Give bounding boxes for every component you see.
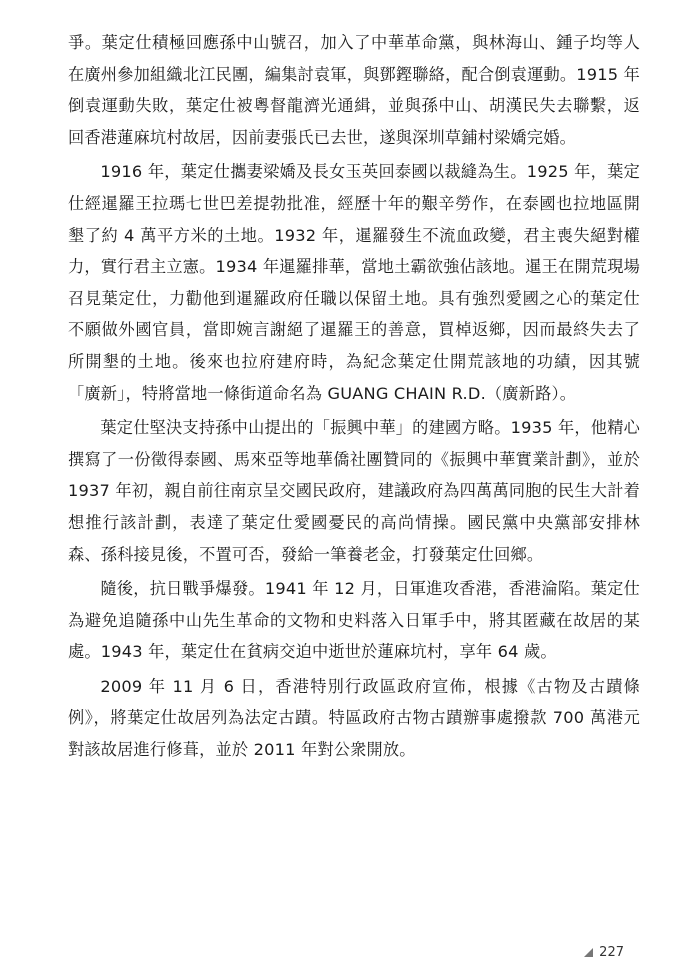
paragraph-5: 2009 年 11 月 6 日，香港特別行政區政府宣佈，根據《古物及古蹟條例》，將葉定仕故居列為法定古蹟。特區政府古物古蹟辦事處撥款 700 萬港元對該故居進行修葺，並於 2011 年對公衆開放。: [68, 676, 640, 760]
page-number-text: 227: [599, 945, 624, 960]
paragraph-3: 葉定仕堅決支持孫中山提出的「振興中華」的建國方略。1935 年，他精心撰寫了一份徵得泰國、馬來亞等地華僑社團贊同的《振興中華實業計劃》，並於 1937 年初，親自前往南京呈交國民政府，建議政府為四萬萬同胞的民生大計着想推行該計劃，表達了葉定仕愛國憂民的高尚情操。國民黨中央黨部安排林森、孫科接見後，不置可否，發給一筆養老金，打發葉定仕回鄉。: [68, 418, 640, 564]
triangle-icon: [584, 948, 593, 957]
paragraph-2: 1916 年，葉定仕攜妻梁嬌及長女玉英回泰國以裁縫為生。1925 年，葉定仕經暹羅王拉瑪七世巴差提勃批准，經歷十年的艱辛勞作，在泰國也拉地區開墾了約 4 萬平方米的土地。1932 年，暹羅發生不流血政變，君主喪失絕對權力，實行君主立憲。1934 年暹羅排華，當地土霸欲強佔該地。暹王在開荒現場召見葉定仕，力勸他到暹羅政府任職以保留土地。具有強烈愛國之心的葉定仕不願做外國官員，當即婉言謝絕了暹羅王的善意，買棹返鄉，因而最終失去了所開墾的土地。後來也拉府建府時，為紀念葉定仕開荒該地的功績，因其號「廣新」，特將當地一條街道命名為 GUANG CHAIN R.D.（廣新路）。: [68, 162, 640, 403]
paragraph-1: 爭。葉定仕積極回應孫中山號召，加入了中華革命黨，與林海山、鍾子均等人在廣州參加組織北江民團，編集討袁軍，與鄧鏗聯絡，配合倒袁運動。1915 年倒袁運動失敗，葉定仕被粵督龍濟光通緝，並與孫中山、胡漢民失去聯繫，返回香港蓮麻坑村故居，因前妻張氏已去世，遂與深圳草鋪村梁嬌完婚。: [68, 33, 640, 147]
page-number: [584, 945, 624, 960]
paragraph-4: 隨後，抗日戰爭爆發。1941 年 12 月，日軍進攻香港，香港淪陷。葉定仕為避免追隨孫中山先生革命的文物和史料落入日軍手中，將其匿藏在故居的某處。1943 年，葉定仕在貧病交迫中逝世於蓮麻坑村，享年 64 歲。: [68, 579, 640, 662]
body-text: [68, 27, 640, 769]
